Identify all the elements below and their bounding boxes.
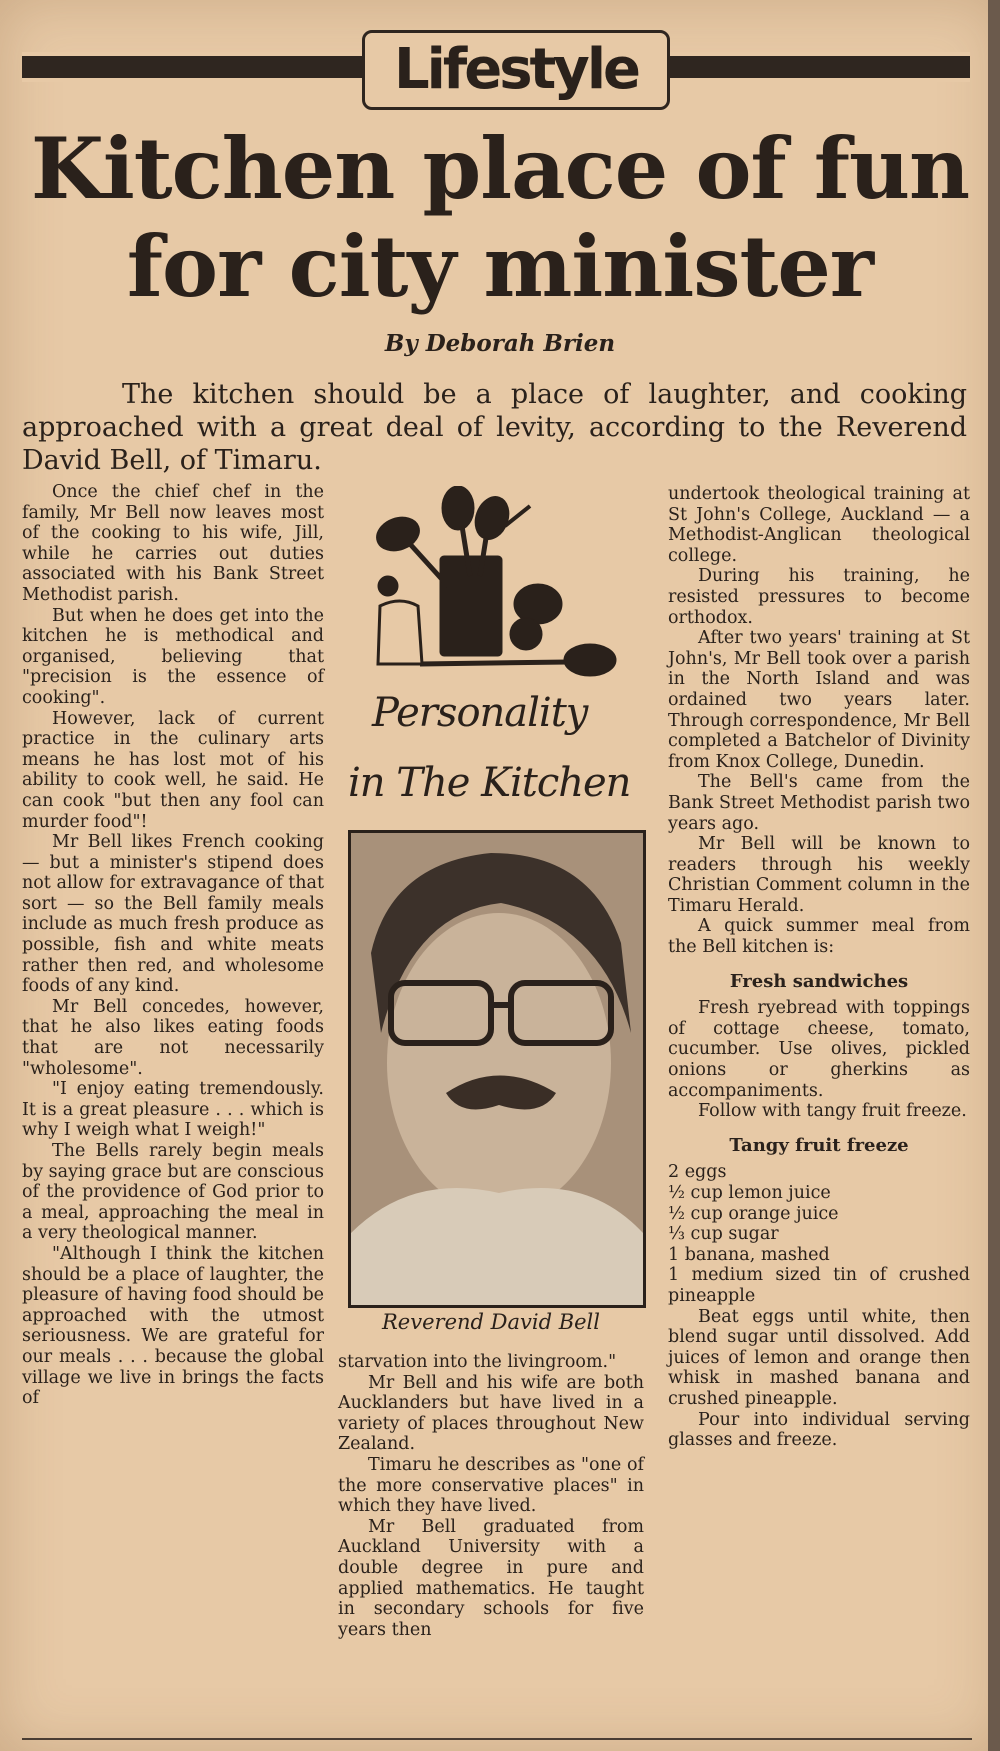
paragraph: Mr Bell concedes, however, that he also likes eating foods that are not necessarily "wholesome". bbox=[22, 996, 324, 1079]
paragraph: Mr Bell graduated from Auckland University with a double degree in pure and applied mathematics. He taught in secondary schools for five years then bbox=[338, 1516, 644, 1640]
bottom-rule bbox=[22, 1738, 972, 1740]
paragraph: "I enjoy eating tremendously. It is a great pleasure . . . which is why I weigh what I weigh!" bbox=[22, 1079, 324, 1141]
logo-personality: Personality bbox=[372, 690, 588, 736]
ladle-icon bbox=[442, 486, 474, 530]
column-2 bbox=[338, 1352, 644, 1640]
paragraph: The Bells rarely begin meals by saying grace but are conscious of the providence of God prior to a meal, approaching the meal in a very theological manner. bbox=[22, 1141, 324, 1244]
headline: Kitchen place of fun for city minister bbox=[30, 119, 970, 316]
recipe-title: Tangy fruit freeze bbox=[729, 1134, 909, 1156]
paragraph: starvation into the livingroom." bbox=[338, 1352, 617, 1372]
column-3 bbox=[668, 484, 970, 1451]
pot-icon bbox=[514, 584, 562, 624]
ingredient: 1 banana, mashed bbox=[668, 1244, 830, 1265]
section-rule-right bbox=[670, 52, 970, 82]
paragraph: "Although I think the kitchen should be a place of laughter, the pleasure of having food should be approached with the utmost seriousness. We are grateful for our meals . . . because the global village we live in brings the facts of bbox=[22, 1243, 324, 1409]
column-1 bbox=[22, 482, 324, 1409]
paragraph: However, lack of current practice in the culinary arts means he has lost mot of his ability to cook well, he said. He can cook "but then any fool can murder food"! bbox=[22, 708, 324, 832]
bottle-icon bbox=[378, 601, 422, 664]
wooden-spoon-icon bbox=[564, 644, 616, 676]
section-label: Lifestyle bbox=[393, 37, 638, 102]
paragraph: After two years' training at St John's, Mr Bell took over a parish in the North Island and was ordained two years later. Through correspondence, Mr Bell completed a Batchelor of Divinity from Knox College, Dunedin. bbox=[668, 628, 970, 772]
paragraph: undertook theological training at St John's College, Auckland — a Methodist-Anglican theological college. bbox=[668, 484, 970, 566]
recipe-title: Fresh sandwiches bbox=[729, 970, 909, 992]
paragraph: Follow with tangy fruit freeze. bbox=[698, 1101, 967, 1122]
pan-icon bbox=[510, 618, 542, 650]
ingredient: 2 eggs bbox=[668, 1162, 727, 1183]
logo-in-the-kitchen: in The Kitchen bbox=[348, 760, 631, 806]
paragraph: Once the chief chef in the family, Mr Bell now leaves most of the cooking to his wife, Jill, while he carries out duties associated with his Bank Street Methodist parish. bbox=[22, 482, 324, 605]
lead-paragraph: The kitchen should be a place of laughter, and cooking approached with a great deal of levity, according to the Reverend David Bell, of Timaru. bbox=[22, 379, 967, 476]
paragraph: Fresh ryebread with toppings of cottage cheese, tomato, cucumber. Use olives, pickled onions or gherkins as accompaniments. bbox=[668, 998, 970, 1101]
paragraph: During his training, he resisted pressures to become orthodox. bbox=[668, 566, 970, 628]
spatula-icon bbox=[469, 492, 514, 544]
paragraph: A quick summer meal from the Bell kitchen is: bbox=[668, 916, 970, 958]
section-flag bbox=[362, 30, 670, 110]
paragraph: Mr Bell will be known to readers through his weekly Christian Comment column in the Timaru Herald. bbox=[668, 834, 970, 916]
ingredient: ⅓ cup sugar bbox=[668, 1224, 779, 1245]
page-edge bbox=[988, 0, 1000, 1751]
ingredient: ½ cup orange juice bbox=[668, 1203, 839, 1224]
ingredient: 1 medium sized tin of crushed pineapple bbox=[668, 1265, 970, 1306]
paragraph: But when he does get into the kitchen he is methodical and organised, believing that "precision is the essence of cooking". bbox=[22, 605, 324, 708]
section-rule-left bbox=[22, 52, 364, 82]
kitchen-utensils-illustration bbox=[340, 486, 640, 686]
paragraph: Beat eggs until white, then blend sugar until dissolved. Add juices of lemon and orange then whisk in mashed banana and crushed pineapple. bbox=[668, 1306, 970, 1409]
photo-caption: Reverend David Bell bbox=[382, 1310, 600, 1334]
byline: By Deborah Brien bbox=[384, 330, 616, 357]
paragraph: Timaru he describes as "one of the more conservative places" in which they have lived. bbox=[338, 1454, 644, 1517]
paragraph: Mr Bell likes French cooking — but a minister's stipend does not allow for extravagance of that sort — so the Bell family meals include as much fresh produce as possible, fish and white meats rather then red, and wholesome foods of any kind. bbox=[22, 832, 324, 997]
portrait-image bbox=[351, 833, 643, 1305]
ingredient: ½ cup lemon juice bbox=[668, 1183, 831, 1203]
paragraph: The Bell's came from the Bank Street Methodist parish two years ago. bbox=[668, 772, 970, 834]
paragraph: Pour into individual serving glasses and freeze. bbox=[668, 1409, 970, 1451]
portrait-photo bbox=[348, 830, 646, 1308]
paragraph: Mr Bell and his wife are both Aucklanders but have lived in a variety of places throughout New Zealand. bbox=[338, 1372, 644, 1455]
